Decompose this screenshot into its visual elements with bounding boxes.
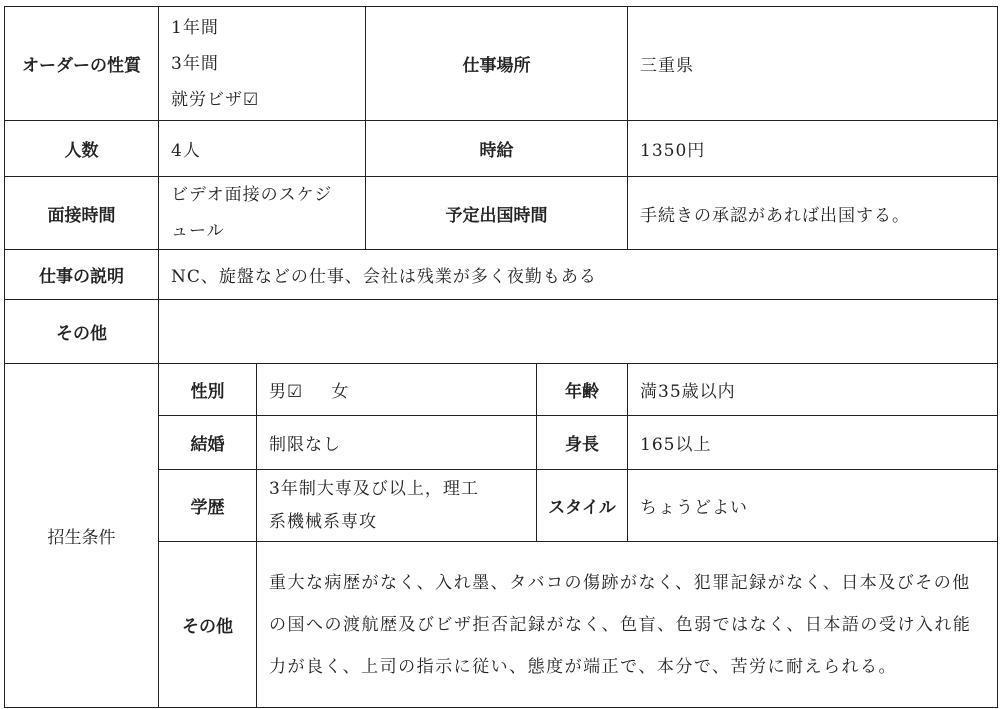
education-label: 学歴 xyxy=(159,470,257,542)
order-label: オーダーの性質 xyxy=(5,7,159,121)
style-value: ちょうどよい xyxy=(628,470,998,542)
wage-value: 1350円 xyxy=(628,121,998,177)
age-label: 年齢 xyxy=(537,364,628,416)
workplace-value: 三重県 xyxy=(628,7,998,121)
height-value: 165以上 xyxy=(628,416,998,470)
departure-label: 予定出国時間 xyxy=(366,177,628,250)
departure-value: 手続きの承認があれば出国する。 xyxy=(628,177,998,250)
other-requirements-label: その他 xyxy=(159,542,257,708)
order-line: 3年間 xyxy=(171,53,219,74)
order-value xyxy=(159,7,366,121)
job-description-value: NC、旋盤などの仕事、会社は残業が多く夜勤もある xyxy=(159,250,998,300)
row-gender-age xyxy=(5,364,998,416)
gender-label: 性別 xyxy=(159,364,257,416)
job-order-document xyxy=(4,6,997,706)
wage-label: 時給 xyxy=(366,121,628,177)
row-order xyxy=(5,7,998,121)
style-label: スタイル xyxy=(537,470,628,542)
male-checkbox: ☑ xyxy=(287,382,304,402)
order-line: 1年間 xyxy=(171,17,219,38)
marriage-label: 結婚 xyxy=(159,416,257,470)
headcount-value: 4人 xyxy=(159,121,366,177)
requirements-label: 招生条件 xyxy=(5,364,159,708)
interview-line: ビデオ面接のスケジ xyxy=(171,185,333,205)
interview-value xyxy=(159,177,366,250)
row-interview xyxy=(5,177,998,250)
education-value xyxy=(257,470,537,542)
gender-value xyxy=(257,364,537,416)
gender-male: 男 xyxy=(269,382,287,402)
row-headcount xyxy=(5,121,998,177)
other-top-label: その他 xyxy=(5,300,159,364)
age-value: 満35歳以内 xyxy=(628,364,998,416)
interview-line: ュール xyxy=(171,221,225,241)
row-other-top xyxy=(5,300,998,364)
job-description-label: 仕事の説明 xyxy=(5,250,159,300)
education-line: 3年制大専及び以上，理工 xyxy=(269,478,479,499)
workplace-label: 仕事場所 xyxy=(366,7,628,121)
other-top-value xyxy=(159,300,998,364)
job-order-table xyxy=(4,6,998,708)
order-line: 就労ビザ☑ xyxy=(171,89,260,110)
education-line: 系機械系専攻 xyxy=(269,511,377,532)
headcount-label: 人数 xyxy=(5,121,159,177)
interview-label: 面接時間 xyxy=(5,177,159,250)
other-requirements-value: 重大な病歴がなく、入れ墨、タバコの傷跡がなく、犯罪記録がなく、日本及びその他の国への渡航歴及びビザ拒否記録がなく、色盲、色弱ではなく、日本語の受け入れ能力が良く、上司の指示に従い、態度が端正で、本分で、苦労に耐えられる。 xyxy=(257,542,998,708)
gender-female: 女 xyxy=(331,382,350,402)
row-job-description xyxy=(5,250,998,300)
height-label: 身長 xyxy=(537,416,628,470)
marriage-value: 制限なし xyxy=(257,416,537,470)
